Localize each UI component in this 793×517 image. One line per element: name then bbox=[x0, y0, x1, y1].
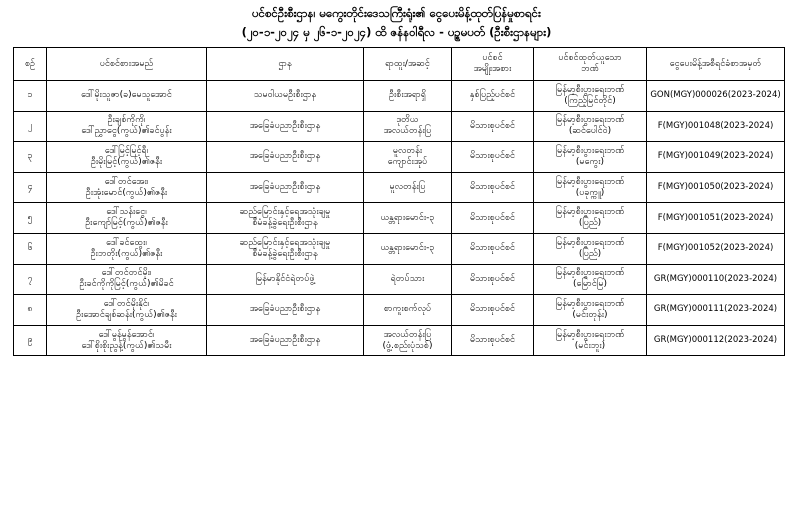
cell-order-number: GON(MGY)000026(2023-2024) bbox=[647, 81, 785, 112]
cell-department: ဆည်မြောင်းနှင့်ရေအသုံးချမှု စီမံခန့်ခွဲရေးဦးစီးဌာန bbox=[207, 233, 364, 264]
cell-rank: မူလတန်း ကျောင်းအုပ် bbox=[364, 142, 452, 173]
cell-pension-type: မိသားစုပင်စင် bbox=[452, 295, 534, 326]
cell-bank: မြန်မာ့စီးပွားရေးဘဏ် (မင်းတုန်း) bbox=[534, 295, 647, 326]
header-order-number: ငွေပေးမိန့်အစီရင်ခံစာအမှတ် bbox=[647, 48, 785, 81]
cell-name: ဒေါ်မိုးသူဇာ(ခ)မေသူအောင် bbox=[47, 81, 207, 112]
cell-no: ၄ bbox=[14, 172, 47, 203]
cell-department: အခြေခံပညာဦးစီးဌာန bbox=[207, 325, 364, 356]
cell-order-number: F(MGY)001050(2023-2024) bbox=[647, 172, 785, 203]
cell-rank: ယန္တရားမောင်း-၃ bbox=[364, 233, 452, 264]
table-row bbox=[14, 295, 785, 326]
document-subtitle: (၂၀-၁-၂၀၂၄ မှ ၂၆-၁-၂၀၂၄) ထိ ဇန်နဝါရီလ - ပဉ္စမပတ် (ဦးစီးဌာနများ) bbox=[241, 25, 552, 39]
cell-pension-type: မိသားစုပင်စင် bbox=[452, 203, 534, 234]
cell-name: ဒေါ်တင်တင်မိုး၊ ဦးခင်ကိုကိုမြင့်(ကွယ်)၏မိခင် bbox=[47, 264, 207, 295]
cell-bank: မြန်မာ့စီးပွားရေးဘဏ် (မကွေး) bbox=[534, 142, 647, 173]
cell-pension-type: မိသားစုပင်စင် bbox=[452, 111, 534, 142]
cell-rank: အလယ်တန်းပြ (ဖွံ့.စည်းပုံသစ်) bbox=[364, 325, 452, 356]
cell-pension-type: မိသားစုပင်စင် bbox=[452, 142, 534, 173]
cell-name: ဒေါ်တင်အေး၊ ဦးအုံးမောင်(ကွယ်)၏ဇနီး bbox=[47, 172, 207, 203]
cell-no: ၆ bbox=[14, 233, 47, 264]
cell-department: အခြေခံပညာဦးစီးဌာန bbox=[207, 111, 364, 142]
cell-bank: မြန်မာ့စီးပွားရေးဘဏ် (မြောင်မြ) bbox=[534, 264, 647, 295]
cell-name: ဒေါ်တင်မိုးနိုင်၊ ဦးအောင်ချစ်ဆန်း(ကွယ်)၏ဇနီး bbox=[47, 295, 207, 326]
header-no: စဉ် bbox=[14, 48, 47, 81]
cell-pension-type: နှစ်ပြည့်ပင်စင် bbox=[452, 81, 534, 112]
cell-no: ၅ bbox=[14, 203, 47, 234]
table-row bbox=[14, 264, 785, 295]
cell-department: အခြေခံပညာဦးစီးဌာန bbox=[207, 295, 364, 326]
cell-pension-type: မိသားစုပင်စင် bbox=[452, 325, 534, 356]
cell-bank: မြန်မာ့စီးပွားရေးဘဏ် (ပခုက္ကူ) bbox=[534, 172, 647, 203]
cell-bank: မြန်မာ့စီးပွားရေးဘဏ် (ပြည်) bbox=[534, 203, 647, 234]
cell-order-number: GR(MGY)000110(2023-2024) bbox=[647, 264, 785, 295]
cell-department: မြန်မာနိုင်ငံရဲတပ်ဖွဲ့ bbox=[207, 264, 364, 295]
cell-no: ၂ bbox=[14, 111, 47, 142]
header-rank: ရာထူး/အဆင့် bbox=[364, 48, 452, 81]
cell-bank: မြန်မာ့စီးပွားရေးဘဏ် (ဆင်ပေါင်ဝဲ) bbox=[534, 111, 647, 142]
cell-no: ၃ bbox=[14, 142, 47, 173]
table-row bbox=[14, 111, 785, 142]
cell-department: အခြေခံပညာဦးစီးဌာန bbox=[207, 172, 364, 203]
header-bank: ပင်စင်ထုတ်ယူသော ဘဏ် bbox=[534, 48, 647, 81]
cell-order-number: GR(MGY)000112(2023-2024) bbox=[647, 325, 785, 356]
cell-rank: မူလတန်းပြ bbox=[364, 172, 452, 203]
cell-department: အခြေခံပညာဦးစီးဌာန bbox=[207, 142, 364, 173]
table-header-row bbox=[14, 48, 785, 81]
cell-bank: မြန်မာ့စီးပွားရေးဘဏ် (ကြည့်မြင်တိုင်) bbox=[534, 81, 647, 112]
table-row bbox=[14, 172, 785, 203]
cell-no: ၉ bbox=[14, 325, 47, 356]
document-title: ပင်စင်ဦးစီးဌာန၊ မကွေးတိုင်းဒေသကြီးရုံး၏ ငွေပေးမိန့်ထုတ်ပြန်မှုစာရင်း bbox=[252, 6, 541, 20]
cell-name: ဒေါ်ခင်ထွေး၊ ဦးဘတိုး(ကွယ်)၏ဇနီး bbox=[47, 233, 207, 264]
cell-rank: စာကူးစက်လုပ် bbox=[364, 295, 452, 326]
cell-order-number: F(MGY)001052(2023-2024) bbox=[647, 233, 785, 264]
cell-name: ဒေါ်မြင့်မြင့်ရီ၊ ဦးမိုးမြင့်(ကွယ်)၏ဇနီး bbox=[47, 142, 207, 173]
table-row bbox=[14, 81, 785, 112]
cell-no: ၈ bbox=[14, 295, 47, 326]
cell-rank: ဒုတိယ အလယ်တန်းပြ bbox=[364, 111, 452, 142]
cell-name: ဒေါ်သန်းငွေ၊ ဦးကျော်မြင့်(ကွယ်)၏ဇနီး bbox=[47, 203, 207, 234]
header-pension-type: ပင်စင် အမျိုးအစား bbox=[452, 48, 534, 81]
cell-pension-type: မိသားစုပင်စင် bbox=[452, 172, 534, 203]
cell-department: သမဝါယမဦးစီးဌာန bbox=[207, 81, 364, 112]
cell-name: ဦးချစ်ကိုကို၊ ဒေါ်ညွှာငွေ(ကွယ်)၏ခင်ပွန်း bbox=[47, 111, 207, 142]
header-name: ပင်စင်စားအမည် bbox=[47, 48, 207, 81]
table-body bbox=[14, 81, 785, 356]
pension-table bbox=[13, 47, 785, 356]
table-row bbox=[14, 142, 785, 173]
table-row bbox=[14, 233, 785, 264]
header-department: ဌာန bbox=[207, 48, 364, 81]
cell-no: ၁ bbox=[14, 81, 47, 112]
cell-rank: ယန္တရားမောင်း-၃ bbox=[364, 203, 452, 234]
cell-pension-type: မိသားစုပင်စင် bbox=[452, 264, 534, 295]
cell-bank: မြန်မာ့စီးပွားရေးဘဏ် (မင်းဘူး) bbox=[534, 325, 647, 356]
cell-order-number: F(MGY)001048(2023-2024) bbox=[647, 111, 785, 142]
cell-order-number: F(MGY)001049(2023-2024) bbox=[647, 142, 785, 173]
cell-name: ဒေါ်မွန်မွန်အောင်၊ ဒေါ်စိုးစိုးညွန့်(ကွယ်)၏သမီး bbox=[47, 325, 207, 356]
table-row bbox=[14, 325, 785, 356]
cell-bank: မြန်မာ့စီးပွားရေးဘဏ် (ပြည်) bbox=[534, 233, 647, 264]
table-row bbox=[14, 203, 785, 234]
cell-order-number: F(MGY)001051(2023-2024) bbox=[647, 203, 785, 234]
cell-rank: ရဲတပ်သား bbox=[364, 264, 452, 295]
cell-department: ဆည်မြောင်းနှင့်ရေအသုံးချမှု စီမံခန့်ခွဲရေးဦးစီးဌာန bbox=[207, 203, 364, 234]
cell-no: ၇ bbox=[14, 264, 47, 295]
cell-pension-type: မိသားစုပင်စင် bbox=[452, 233, 534, 264]
cell-rank: ဦးစီးအရာရှိ bbox=[364, 81, 452, 112]
cell-order-number: GR(MGY)000111(2023-2024) bbox=[647, 295, 785, 326]
